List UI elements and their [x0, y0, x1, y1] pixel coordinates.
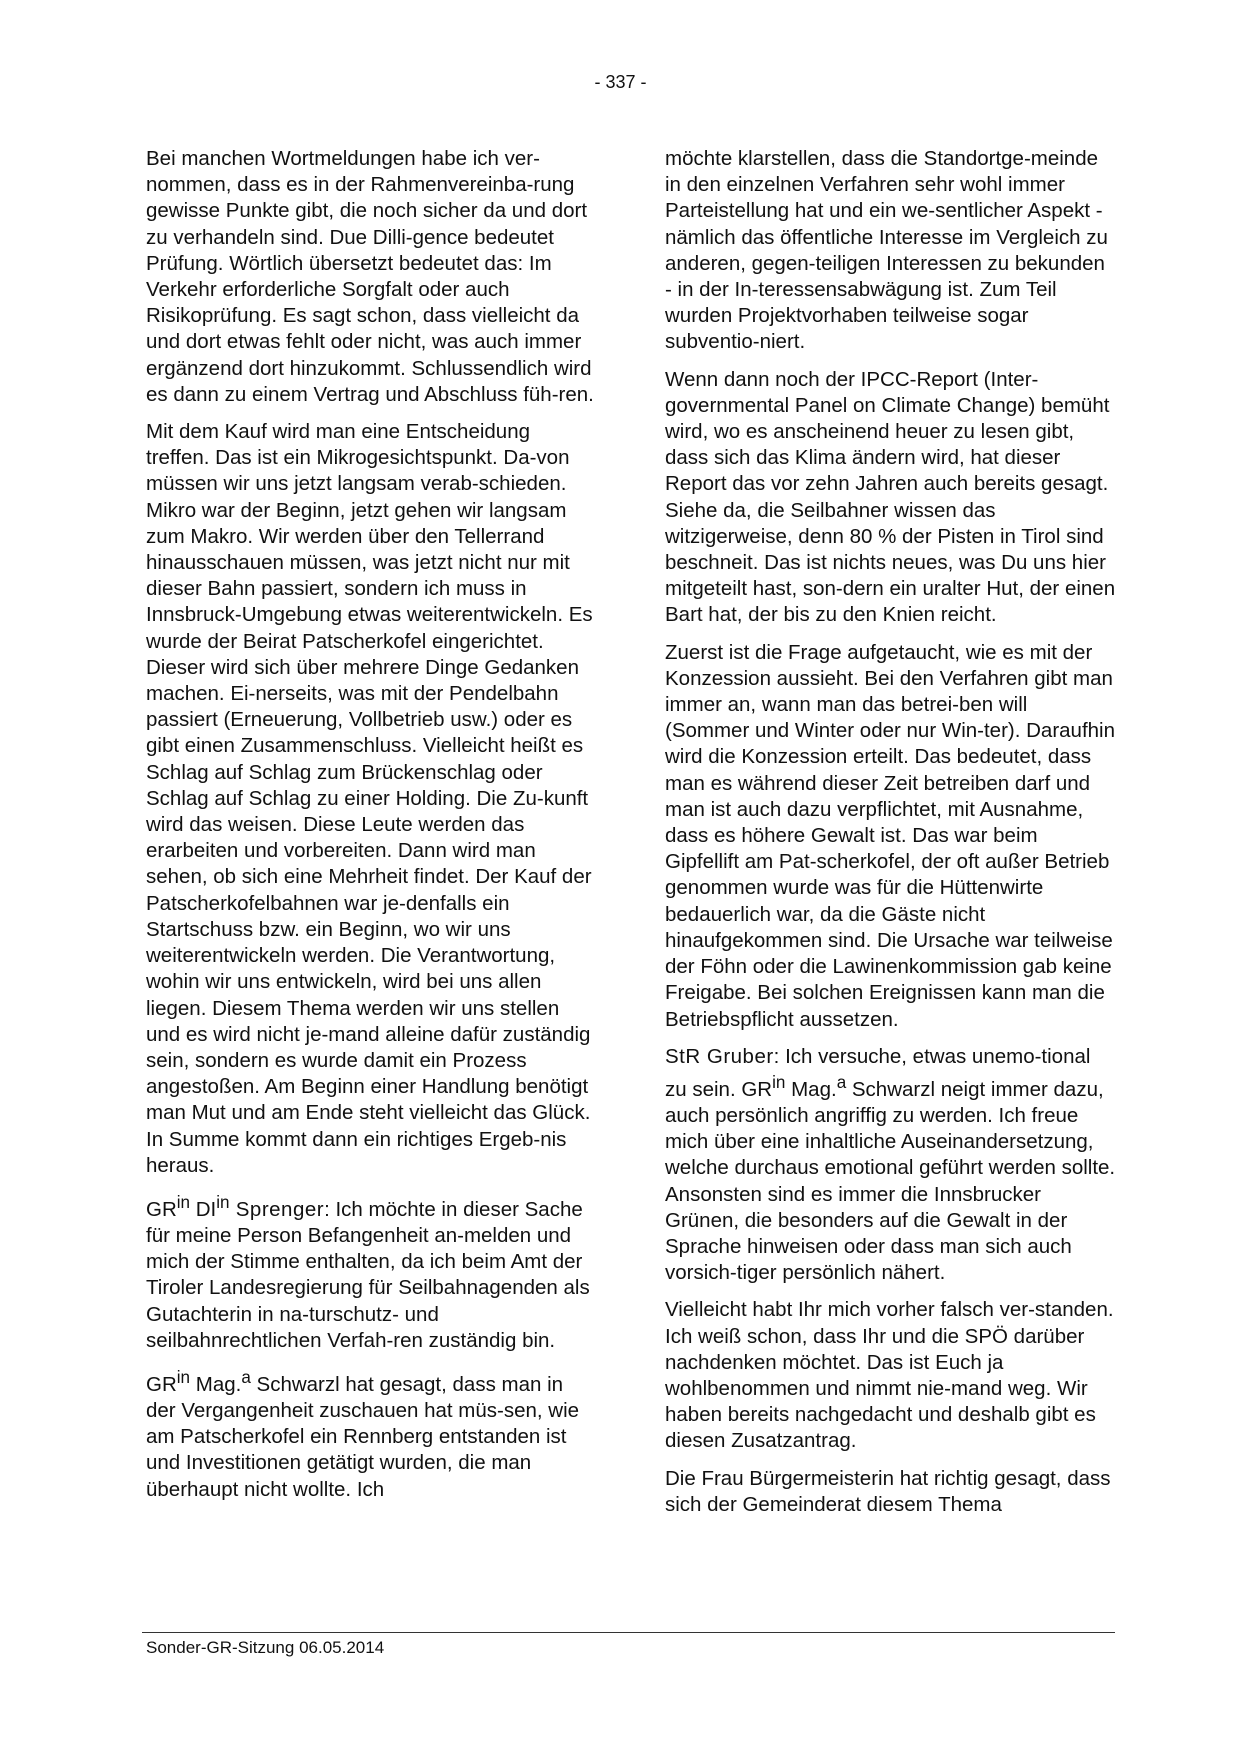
- paragraph: Zuerst ist die Frage aufgetaucht, wie es mit der Konzession aussieht. Bei den Verfahren gibt man immer an, wann man das betrei-ben will (Sommer und Winter oder nur Win-ter). Daraufhin wird die Konzession erteilt. Das bedeutet, dass man es während dieser Zeit betreiben darf und man ist auch dazu verpflichtet, mit Ausnahme, dass es höhere Gewalt ist. Das war beim Gipfellift am Pat-scherkofel, der oft außer Betrieb genommen wurde was für die Hüttenwirte bedauerlich war, da die Gäste nicht hinaufgekommen sind. Die Ursache war teilweise der Föhn oder die Lawinenkommission gab keine Freigabe. Bei solchen Ereignissen kann man die Betriebspflicht aussetzen.: [665, 640, 1116, 1031]
- speech-text: Schwarzl hat gesagt, dass man in der Vergangenheit zuschauen hat müs-sen, wie am Patscherkofel ein Rennberg entstanden ist und Investitionen getätigt wurden, die man überhaupt nicht wollte. Ich: [146, 1372, 580, 1501]
- paragraph: [146, 1365, 598, 1503]
- paragraph-speaker-gruber: [665, 1044, 1117, 1287]
- speech-text: Mag.: [785, 1077, 837, 1101]
- superscript: in: [772, 1072, 786, 1092]
- paragraph: Vielleicht habt Ihr mich vorher falsch ver-standen. Ich weiß schon, dass Ihr und die SPÖ darüber nachdenken möchtet. Das ist Euch ja wohlbenommen und nimmt nie-mand weg. Wir haben bereits nachgedacht und deshalb gibt es diesen Zusatzantrag.: [665, 1298, 1114, 1453]
- footer-text: Sonder-GR-Sitzung 06.05.2014: [146, 1638, 385, 1657]
- superscript: a: [241, 1367, 251, 1387]
- speaker-name: Sprenger: [229, 1197, 325, 1221]
- speaker-name: StR Gruber: [665, 1044, 774, 1068]
- speech-text: : Ich möchte in dieser Sache für meine Person Befangenheit an-melden und mich der Stimme enthalten, da ich beim Amt der Tiroler Landesregierung für Seilbahnagenden als Gutachterin in na-turschutz- und seilbahnrechtlichen Verfah-ren zuständig bin.: [146, 1197, 590, 1352]
- paragraph: Mit dem Kauf wird man eine Entscheidung treffen. Das ist ein Mikrogesichtspunkt. Da-von müssen wir uns jetzt langsam verab-schieden. Mikro war der Beginn, jetzt gehen wir langsam zum Makro. Wir werden über den Tellerrand hinausschauen müssen, was jetzt nicht nur mit dieser Bahn passiert, sondern ich muss in Innsbruck-Umgebung etwas weiterentwickeln. Es wurde der Beirat Patscherkofel eingerichtet. Dieser wird sich über mehrere Dinge Gedanken machen. Ei-nerseits, was mit der Pendelbahn passiert (Erneuerung, Vollbetrieb usw.) oder es gibt einen Zusammenschluss. Vielleicht heißt es Schlag auf Schlag zum Brückenschlag oder Schlag auf Schlag zu einer Holding. Die Zu-kunft wird das weisen. Diese Leute werden das erarbeiten und vorbereiten. Dann wird man sehen, ob sich eine Mehrheit findet. Der Kauf der Patscherkofelbahnen war je-denfalls ein Startschuss bzw. ein Beginn, wo wir uns weiterentwickeln werden. Die Verantwortung, wohin wir uns entwickeln, wird bei uns allen liegen. Diesem Thema werden wir uns stellen und es wird nicht je-mand alleine dafür zuständig sein, sondern es wurde damit ein Prozess angestoßen. Am Beginn einer Handlung benötigt man Mut und am Ende steht vielleicht das Glück. In Summe kommt dann ein richtiges Ergeb-nis heraus.: [146, 420, 593, 1177]
- superscript: in: [216, 1192, 230, 1212]
- paragraph: Bei manchen Wortmeldungen habe ich ver-nommen, dass es in der Rahmenvereinba-rung gewisse Punkte gibt, die noch sicher da und dort zu verhandeln sind. Due Dilli-gence bedeutet Prüfung. Wörtlich übersetzt bedeutet das: Im Verkehr erforderliche Sorgfalt oder auch Risikoprüfung. Es sagt schon, dass vielleicht da und dort etwas fehlt oder nicht, was auch immer ergänzend dort hinzukommt. Schlussendlich wird es dann zu einem Vertrag und Abschluss füh-ren.: [146, 147, 594, 406]
- left-column: [146, 146, 598, 1514]
- page-number: - 337 -: [594, 72, 647, 92]
- right-column: [665, 146, 1117, 1529]
- superscript: in: [176, 1367, 191, 1387]
- speech-text: Schwarzl neigt immer dazu, auch persönlich angriffig zu werden. Ich freue mich über eine inhaltliche Auseinandersetzung, welche durchaus emotional geführt werden sollte. Ansonsten sind es immer die Innsbrucker Grünen, die besonders auf die Gewalt in der Sprache hinweisen oder dass man sich auch vorsich-tiger persönlich nähert.: [665, 1077, 1116, 1285]
- speaker-title: Mag.: [190, 1372, 242, 1396]
- paragraph: möchte klarstellen, dass die Standortge-meinde in den einzelnen Verfahren sehr wohl immer Parteistellung hat und ein we-sentlicher Aspekt - nämlich das öffentliche Interesse im Vergleich zu anderen, gegen-teiligen Interessen zu bekunden - in der In-teressensabwägung ist. Zum Teil wurden Projektvorhaben teilweise sogar subventio-niert.: [665, 147, 1108, 354]
- speech-text: : Ich versuche, etwas unemo-tional zu sein. GR: [665, 1044, 1091, 1101]
- paragraph: Wenn dann noch der IPCC-Report (Inter-governmental Panel on Climate Change) bemüht wird, wo es anscheinend heuer zu lesen gibt, dass sich das Klima ändern wird, hat dieser Report das vor zehn Jahren auch bereits gesagt. Siehe da, die Seilbahner wissen das witzigerweise, denn 80 % der Pisten in Tirol sind beschneit. Das ist nichts neues, was Du uns hier mitgeteilt hast, son-dern ein uralter Hut, der einen Bart hat, der bis zu den Knien reicht.: [665, 367, 1116, 627]
- superscript: in: [176, 1192, 191, 1212]
- speaker-title: GR: [146, 1372, 177, 1396]
- footer-divider: [142, 1632, 1115, 1633]
- speaker-title: DI: [190, 1197, 217, 1221]
- paragraph: Die Frau Bürgermeisterin hat richtig gesagt, dass sich der Gemeinderat diesem Thema: [665, 1466, 1111, 1516]
- paragraph-speaker-sprenger: [146, 1190, 598, 1354]
- superscript: a: [836, 1072, 847, 1092]
- speaker-title: GR: [146, 1197, 177, 1221]
